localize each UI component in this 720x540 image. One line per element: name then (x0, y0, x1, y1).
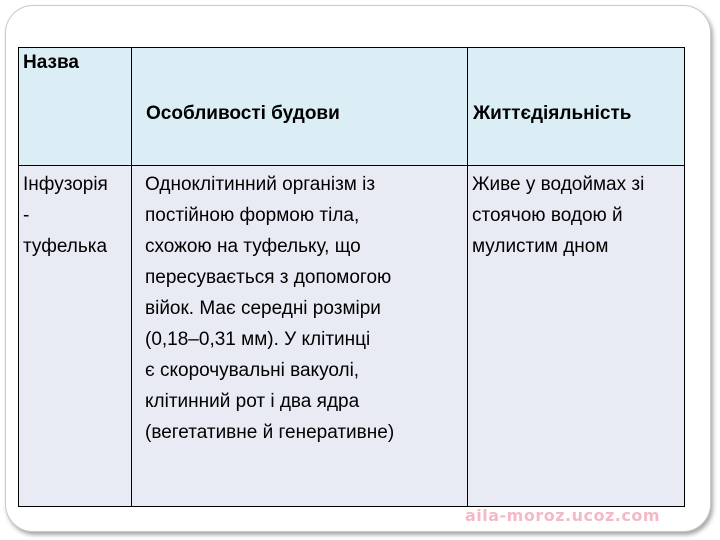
name-line: туфелька (23, 236, 108, 257)
header-structure: Особливості будови (146, 103, 340, 124)
table-header-row (19, 48, 685, 166)
header-activity: Життєдіяльність (473, 103, 632, 124)
structure-line: схожою на туфельку, що (145, 236, 361, 257)
header-name: Назва (23, 52, 79, 73)
header-cell-structure (132, 48, 468, 166)
structure-line: Одноклітинний організм із (145, 174, 376, 195)
header-cell-activity (468, 48, 685, 166)
structure-line: пересувається з допомогою (145, 267, 392, 288)
header-cell-name (19, 48, 132, 166)
info-table (18, 47, 685, 507)
name-line: - (23, 205, 30, 226)
structure-line: клітинний рот і два ядра (145, 391, 360, 412)
activity-line: стоячою водою й (472, 205, 623, 226)
activity-line: Живе у водоймах зі (472, 174, 645, 195)
cell-structure (132, 166, 468, 507)
watermark: aila-moroz.ucoz.com (464, 506, 660, 525)
table-row (19, 166, 685, 507)
activity-line: мулистим дном (472, 236, 609, 257)
structure-line: (0,18–0,31 мм). У клітинці (145, 329, 371, 350)
structure-line: постійною формою тіла, (145, 205, 360, 226)
name-line: Інфузорія (23, 174, 108, 195)
structure-line: війок. Має середні розміри (145, 298, 381, 319)
cell-activity (468, 166, 685, 507)
cell-organism-name (19, 166, 132, 507)
structure-line: є скорочувальні вакуолі, (145, 360, 360, 381)
structure-line: (вегетативне й генеративне) (145, 422, 395, 443)
